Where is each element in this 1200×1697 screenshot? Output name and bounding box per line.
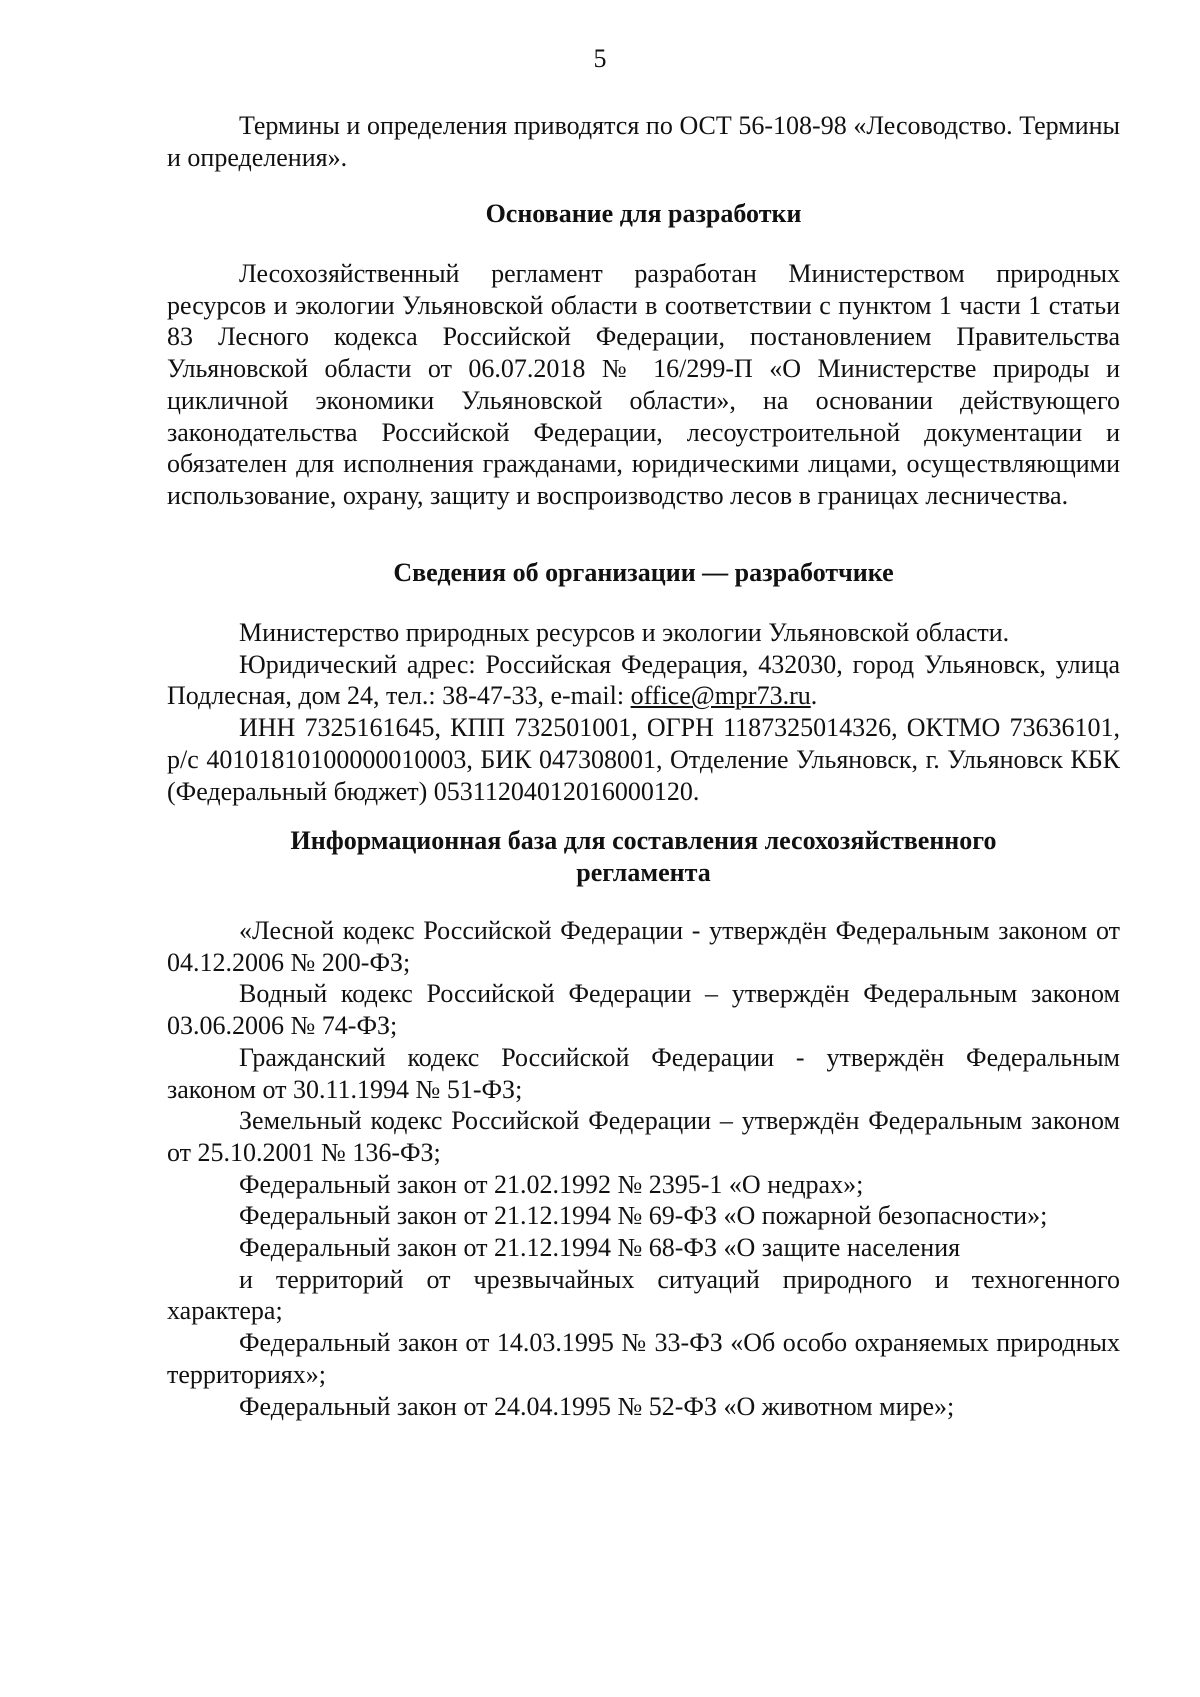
address-text: Юридический адрес: Российская Федерация, 432030, город Ульяновск, улица Подлесная, дом 24, тел.: 38-47-33, e-mail: xyxy=(167,649,1120,711)
section-basis xyxy=(167,198,1120,230)
section-developer-body xyxy=(167,617,1120,807)
email-link[interactable]: office@mpr73.ru xyxy=(630,681,811,711)
legal-address xyxy=(167,649,1120,712)
section-heading-info-base-line2: регламента xyxy=(576,857,711,887)
requisites: ИНН 7325161645, КПП 732501001, ОГРН 1187325014326, ОКТМО 73636101, р/с 40101810100000010003, БИК 047308001, Отделение Ульяновск, г. Ульяновск КБК (Федеральный бюджет) 05311204012016000120. xyxy=(167,713,1120,806)
section-developer xyxy=(167,557,1120,589)
list-item: Федеральный закон от 21.12.1994 № 69-ФЗ «О пожарной безопасности»; xyxy=(239,1201,1048,1231)
list-item: Земельный кодекс Российской Федерации – утверждён Федеральным законом от 25.10.2001 № 136-ФЗ; xyxy=(167,1106,1120,1167)
section-heading-basis: Основание для разработки xyxy=(485,199,802,228)
list-item: Федеральный закон от 14.03.1995 № 33-ФЗ «Об особо охраняемых природных территориях»; xyxy=(167,1328,1120,1389)
section-heading-developer: Сведения об организации — разработчике xyxy=(393,558,894,587)
list-item: Водный кодекс Российской Федерации – утверждён Федеральным законом 03.06.2006 № 74-ФЗ; xyxy=(167,979,1120,1041)
section-basis-body xyxy=(167,258,1120,512)
info-base-list xyxy=(167,915,1120,1422)
intro-block xyxy=(167,110,1120,173)
list-item: «Лесной кодекс Российской Федерации - утверждён Федеральным законом от 04.12.2006 № 200-ФЗ; xyxy=(167,916,1120,977)
address-end: . xyxy=(810,681,818,711)
list-item: и территорий от чрезвычайных ситуаций природного и техногенного характера; xyxy=(167,1264,1120,1326)
org-name: Министерство природных ресурсов и экологии Ульяновской области. xyxy=(239,618,1010,647)
terms-paragraph: Термины и определения приводятся по ОСТ 56-108-98 «Лесоводство. Термины и определения». xyxy=(167,111,1120,172)
list-item: Федеральный закон от 24.04.1995 № 52-ФЗ «О животном мире»; xyxy=(239,1391,955,1421)
page-number: 5 xyxy=(593,44,607,73)
list-item: Федеральный закон от 21.02.1992 № 2395-1 «О недрах»; xyxy=(239,1169,864,1199)
list-item: Гражданский кодекс Российской Федерации - утверждён Федеральным законом от 30.11.1994 № 51-ФЗ; xyxy=(167,1042,1120,1104)
list-item: Федеральный закон от 21.12.1994 № 68-ФЗ «О защите населения xyxy=(239,1233,961,1263)
section-info-base xyxy=(167,825,1120,888)
section-heading-info-base-line1: Информационная база для составления лесохозяйственного xyxy=(290,826,997,855)
basis-paragraph: Лесохозяйственный регламент разработан Министерством природных ресурсов и экологии Ульяновской области в соответствии с пунктом 1 части 1 статьи 83 Лесного кодекса Российской Федерации, постановлением Правительства Ульяновской области от 06.07.2018 № 16/299-П «О Министерстве природы и цикличной экономики Ульяновской области», на основании действующего законодательства Российской Федерации, лесоустроительной документации и обязателен для исполнения гражданами, юридическими лицами, осуществляющими использование, охрану, защиту и воспроизводство лесов в границах лесничества. xyxy=(167,259,1120,510)
